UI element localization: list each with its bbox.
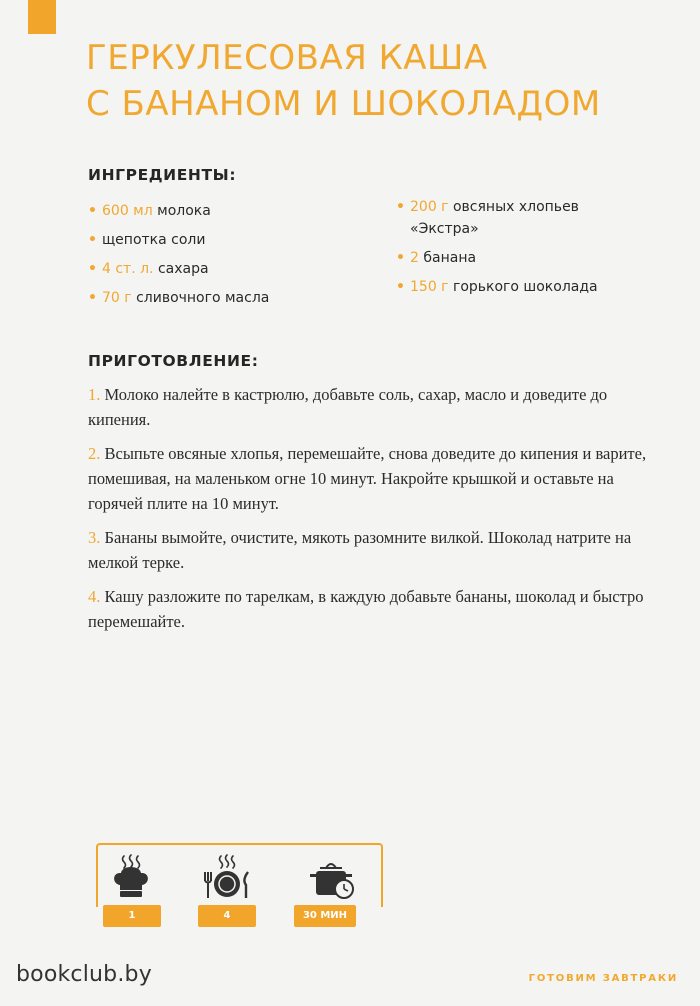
preparation-steps [88,382,672,643]
section-footer: ГОТОВИМ ЗАВТРАКИ [528,973,678,984]
servings-badge: 4 [198,905,256,927]
bullet-icon: • [396,250,405,266]
step-item: 4. Кашу разложите по тарелкам, в каждую добавьте бананы, шоколад и быстро перемешайте. [88,587,644,631]
ingredients-list-left [88,200,378,309]
ingredient-item: • 2 банана [396,247,626,269]
chef-hat-icon [101,852,161,902]
difficulty-badge: 1 [103,905,161,927]
title-line-2: С БАНАНОМ И ШОКОЛАДОМ [86,83,601,124]
ingredient-item: • щепотка соли [88,229,378,251]
ingredient-item: • 4 ст. л. сахара [88,258,378,280]
corner-accent-mark [28,0,56,34]
time-badge: 30 МИН [294,905,356,927]
bullet-icon: • [396,199,405,215]
ingredient-item: • 150 г горького шоколада [396,276,626,298]
ingredients-list-right [396,196,626,298]
ingredient-item: • 600 мл молока [88,200,378,222]
bullet-icon: • [88,290,97,306]
bullet-icon: • [88,232,97,248]
step-item: 3. Бананы вымойте, очистите, мякоть разомните вилкой. Шоколад натрите на мелкой терке. [88,528,632,572]
watermark: bookclub.by [16,962,152,987]
bullet-icon: • [396,279,405,295]
step-item: 2. Всыпьте овсяные хлопья, перемешайте, снова доведите до кипения и варите, помешивая, на маленьком огне 10 минут. Накройте крышкой и оставьте на горячей плите на 10 минут. [88,444,647,513]
bullet-icon: • [88,203,97,219]
title-line-1: ГЕРКУЛЕСОВАЯ КАША [86,37,488,78]
pot-timer-icon [302,852,362,902]
ingredient-item: • 70 г сливочного масла [88,287,378,309]
preparation-heading: ПРИГОТОВЛЕНИЕ: [88,352,259,370]
bullet-icon: • [88,261,97,277]
step-item: 1. Молоко налейте в кастрюлю, добавьте соль, сахар, масло и доведите до кипения. [88,385,608,429]
ingredients-heading: ИНГРЕДИЕНТЫ: [88,166,237,184]
plate-cutlery-icon [196,852,256,902]
recipe-title [86,35,686,127]
ingredient-item: • 200 г овсяных хлопьев «Экстра» [396,196,626,240]
